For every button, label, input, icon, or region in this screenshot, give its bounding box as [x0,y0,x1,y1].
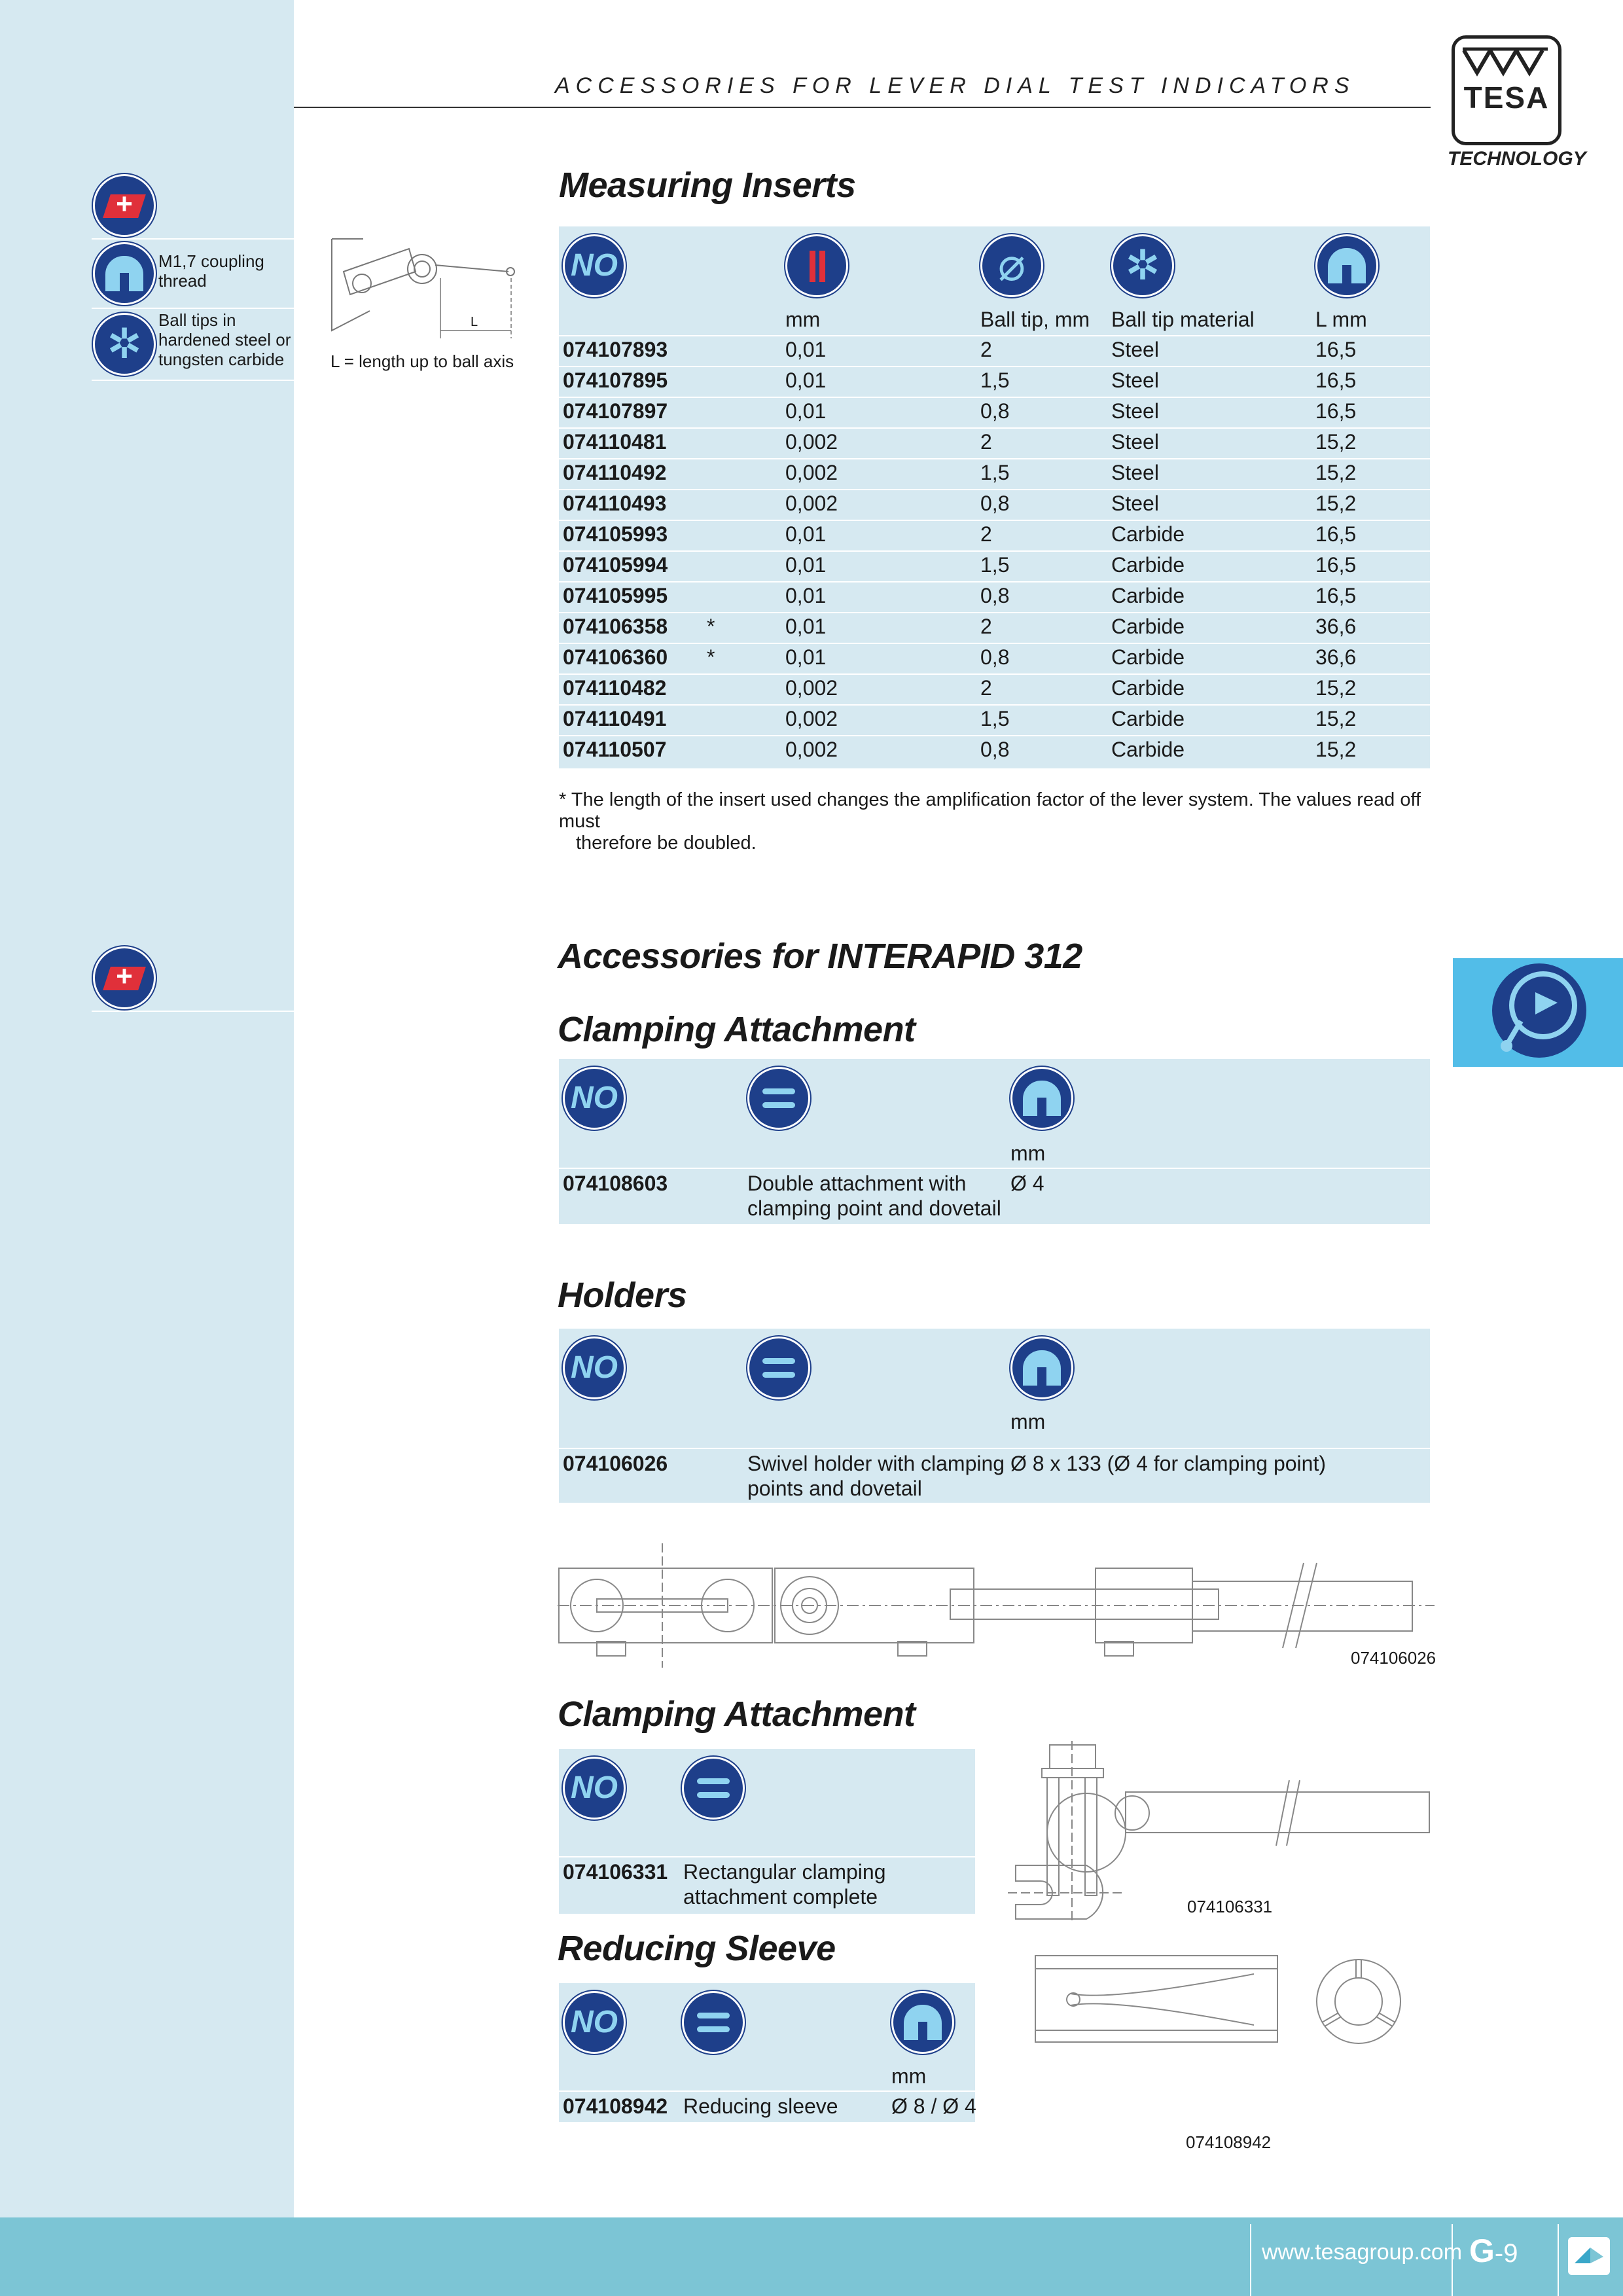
footnote-line: therefore be doubled. [576,833,757,853]
table-cell: 2 [980,522,992,546]
table-cell: Steel [1111,399,1159,423]
footer-logo-icon [1568,2237,1610,2275]
row-divider [559,673,1430,675]
description: clamping point and dovetail [747,1196,1001,1220]
table-cell: 0,8 [980,492,1010,515]
table-cell: Carbide [1111,676,1185,700]
article-number: 074106331 [563,1860,668,1884]
description: points and dovetail [747,1477,922,1500]
drawing-caption: L = length up to ball axis [330,351,514,371]
description-icon [682,1991,745,2054]
row-divider [559,1448,1430,1449]
logo-tagline: TECHNOLOGY [1448,148,1586,170]
table-cell: 1,5 [980,707,1010,730]
table-cell: 0,8 [980,399,1010,423]
article-number: 074108942 [563,2094,668,2118]
article-number: 074110492 [563,461,667,484]
table-cell: 16,5 [1315,368,1357,392]
article-number-icon: NO [563,234,626,297]
header-rule [294,107,1431,108]
page-header-title: ACCESSORIES FOR LEVER DIAL TEST INDICATORS [555,73,1355,98]
article-number: 074106358 [563,615,668,638]
table-cell: 0,002 [785,738,838,761]
row-divider [559,1856,975,1857]
diameter-icon: ⌀ [980,234,1043,297]
length-icon [1315,234,1378,297]
table-cell: Steel [1111,461,1159,484]
swiss-made-icon [93,174,156,237]
table-cell: 15,2 [1315,461,1357,484]
ball-tip-icon: ✲ [1111,234,1174,297]
section-title: Holders [558,1276,687,1315]
article-number: 074106360 [563,645,668,669]
length-icon [891,1991,954,2054]
row-divider [559,489,1430,490]
ball-tip-icon: ✲ [93,313,156,376]
resolution-icon [785,234,848,297]
table-cell: 2 [980,615,992,638]
row-divider [559,550,1430,552]
description: Reducing sleeve [683,2094,838,2118]
article-number-icon: NO [563,1336,626,1399]
description-icon [682,1757,745,1820]
table-cell: 2 [980,676,992,700]
table-cell: Carbide [1111,615,1185,638]
reducing-sleeve-drawing [1031,1949,1411,2096]
row-divider [559,612,1430,613]
table-cell: 0,8 [980,738,1010,761]
row-divider [559,458,1430,459]
swiss-made-icon [93,946,156,1009]
page-index: -9 [1494,2239,1518,2268]
article-number: 074105994 [563,553,668,577]
table-cell: 0,01 [785,553,827,577]
table-cell: Carbide [1111,738,1185,761]
column-header: Ball tip, mm [980,308,1090,331]
footnote-line: * The length of the insert used changes the amplification factor of the lever system. The values read off must [559,789,1421,832]
article-number: 074107895 [563,368,668,392]
article-number: 074110482 [563,676,667,700]
table-cell: 0,01 [785,615,827,638]
column-header: mm [1010,1410,1046,1433]
table-cell: * [707,615,715,638]
drawing-label: L [471,315,478,329]
table-cell: 2 [980,338,992,361]
table-cell: 0,8 [980,584,1010,607]
row-divider [559,397,1430,398]
table-cell: 0,002 [785,430,838,454]
table-cell: 1,5 [980,368,1010,392]
table-cell: 0,8 [980,645,1010,669]
table-cell: Steel [1111,492,1159,515]
article-number: 074110493 [563,492,667,515]
table-cell: 15,2 [1315,707,1357,730]
sidebar-rule [92,238,294,240]
table-cell: Carbide [1111,522,1185,546]
column-header: Ball tip material [1111,308,1255,331]
article-number: 074106026 [563,1452,668,1475]
table-cell: 16,5 [1315,399,1357,423]
table-cell: 15,2 [1315,676,1357,700]
column-header: L mm [1315,308,1367,331]
drawing-caption: 074106331 [1187,1897,1273,1916]
footnote [559,789,1436,854]
table-cell: * [707,645,715,669]
insert-drawing [330,232,520,347]
sidebar-label: Ball tips in hardened steel or tungsten carbide [158,310,291,369]
row-divider [559,704,1430,706]
article-number: 074107893 [563,338,668,361]
table-cell: 1,5 [980,553,1010,577]
footer-divider [1558,2224,1559,2296]
size-value: Ø 4 [1010,1172,1044,1195]
article-number: 074108603 [563,1172,668,1195]
article-number: 074105995 [563,584,668,607]
table-cell: Steel [1111,368,1159,392]
table-cell: 0,01 [785,584,827,607]
section-letter: G [1469,2233,1495,2269]
sidebar-rule [92,380,294,381]
section-title: Accessories for INTERAPID 312 [558,937,1082,976]
table-cell: 0,002 [785,461,838,484]
article-number-icon: NO [563,1757,626,1820]
section-title: Reducing Sleeve [558,1929,836,1968]
table-cell: 2 [980,430,992,454]
table-cell: Steel [1111,338,1159,361]
row-divider [559,520,1430,521]
row-divider [559,581,1430,583]
section-title: Clamping Attachment [558,1010,916,1049]
article-number: 074110507 [563,738,667,761]
column-header: mm [891,2064,927,2088]
article-number: 074105993 [563,522,668,546]
table-cell: 15,2 [1315,738,1357,761]
table-cell: 0,01 [785,522,827,546]
article-number-icon: NO [563,1067,626,1130]
section-title: Clamping Attachment [558,1695,916,1734]
holder-drawing [558,1543,1435,1671]
drawing-caption: 074106026 [1351,1648,1436,1668]
table-cell: 0,01 [785,399,827,423]
holders-table [559,1329,1430,1503]
table-cell: 0,002 [785,676,838,700]
page-number [1469,2232,1518,2270]
article-number: 074110481 [563,430,667,454]
table-cell: 0,01 [785,338,827,361]
row-divider [559,427,1430,429]
description-icon [747,1336,810,1399]
row-divider [559,2090,975,2092]
table-cell: Steel [1111,430,1159,454]
row-divider [559,735,1430,736]
article-number: 074107897 [563,399,668,423]
footer-divider [1250,2224,1251,2296]
table-cell: 15,2 [1315,492,1357,515]
row-divider [559,335,1430,336]
row-divider [559,366,1430,367]
sidebar-rule [92,1011,294,1012]
article-number-icon: NO [563,1991,626,2054]
table-cell: 0,002 [785,492,838,515]
table-cell: Carbide [1111,707,1185,730]
description-icon [747,1067,810,1130]
sidebar-label: M1,7 coupling thread [158,251,264,291]
table-cell: 0,01 [785,645,827,669]
column-header: mm [785,308,821,331]
table-cell: 16,5 [1315,584,1357,607]
table-cell: 1,5 [980,461,1010,484]
drawing-caption: 074108942 [1186,2132,1272,2152]
table-cell: 15,2 [1315,430,1357,454]
table-cell: 0,01 [785,368,827,392]
article-number: 074110491 [563,707,667,730]
description: Rectangular clamping [683,1860,886,1884]
length-icon [1010,1336,1073,1399]
footer-url[interactable]: www.tesagroup.com [1262,2240,1463,2265]
section-tab[interactable] [1453,958,1623,1067]
table-cell: 16,5 [1315,553,1357,577]
table-cell: Carbide [1111,645,1185,669]
sidebar-rule [92,308,294,309]
row-divider [559,643,1430,644]
table-cell: Carbide [1111,584,1185,607]
column-header: mm [1010,1141,1046,1165]
length-icon [93,242,156,305]
table-cell: 36,6 [1315,615,1357,638]
description: Swivel holder with clamping [747,1452,1005,1475]
length-icon [1010,1067,1073,1130]
table-cell: 16,5 [1315,338,1357,361]
table-cell: 36,6 [1315,645,1357,669]
size-value: Ø 8 x 133 (Ø 4 for clamping point) [1010,1452,1326,1475]
logo-brand: TESA [1463,81,1550,115]
description: attachment complete [683,1885,878,1909]
description: Double attachment with [747,1172,967,1195]
table-cell: Carbide [1111,553,1185,577]
table-cell: 16,5 [1315,522,1357,546]
section-title: Measuring Inserts [559,166,856,205]
table-cell: 0,002 [785,707,838,730]
size-value: Ø 8 / Ø 4 [891,2094,976,2118]
row-divider [559,1168,1430,1169]
